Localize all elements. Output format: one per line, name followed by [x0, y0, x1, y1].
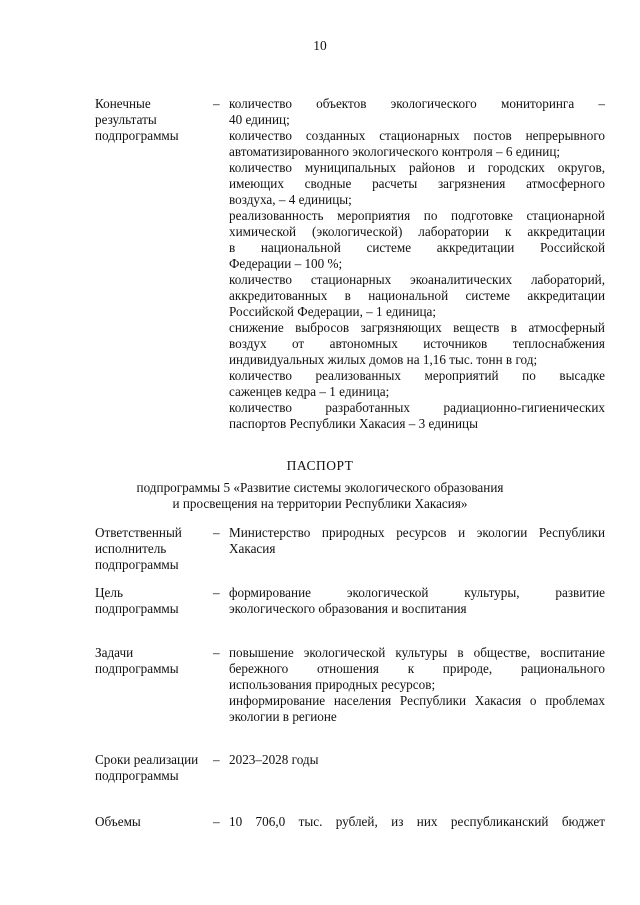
label-line: Задачи [95, 645, 134, 660]
label-line: Ответственный [95, 525, 182, 540]
value-line: Российской Федерации, – 1 единица; [229, 304, 437, 319]
field-label [95, 96, 215, 144]
dash-separator: – [213, 525, 220, 540]
label-line: подпрограммы [95, 601, 179, 616]
field-value [229, 814, 605, 830]
field-value [229, 96, 605, 432]
value-line: 2023–2028 годы [229, 752, 319, 767]
dash-separator: – [213, 752, 220, 767]
page-number: 10 [313, 38, 327, 53]
field-label [95, 525, 215, 573]
dash-separator: – [213, 814, 220, 829]
field-label [95, 752, 220, 784]
label-line: Объемы [95, 814, 141, 829]
value-line: формирование экологической культуры, развитие [229, 585, 605, 600]
value-line: индивидуальных жилых домов на 1,16 тыс. тонн в год; [229, 352, 538, 367]
value-line: количество объектов экологического мониторинга – [229, 96, 605, 111]
value-line: бережного отношения к природе, рационального [229, 661, 605, 676]
label-line: подпрограммы [95, 768, 179, 783]
label-line: Цель [95, 585, 123, 600]
value-line: использования природных ресурсов; [229, 677, 436, 692]
field-value [229, 752, 605, 768]
value-line: количество реализованных мероприятий по высадке [229, 368, 605, 383]
value-line: количество стационарных экоаналитических лабораторий, [229, 272, 605, 287]
label-line: Сроки реализации [95, 752, 199, 767]
value-line: количество муниципальных районов и городских округов, [229, 160, 605, 175]
value-line: аккредитованных в национальной системе аккредитации [229, 288, 605, 303]
label-line: результаты [95, 112, 157, 127]
passport-heading: ПАСПОРТ [286, 458, 354, 473]
value-line: Федерации – 100 %; [229, 256, 343, 271]
field-label [95, 814, 215, 830]
passport-title [0, 458, 640, 512]
field-value [229, 645, 605, 725]
label-line: подпрограммы [95, 128, 179, 143]
label-line: подпрограммы [95, 557, 179, 572]
value-line: реализованность мероприятия по подготовке стационарной [229, 208, 605, 223]
value-line: количество созданных стационарных постов непрерывного [229, 128, 605, 143]
value-line: воздух от автономных источников теплоснабжения [229, 336, 605, 351]
value-line: саженцев кедра – 1 единица; [229, 384, 390, 399]
passport-subtitle-line: подпрограммы 5 «Развитие системы экологического образования [136, 480, 504, 495]
field-label [95, 585, 215, 617]
value-line: экологии в регионе [229, 709, 337, 724]
label-line: исполнитель [95, 541, 167, 556]
value-line: воздуха, – 4 единицы; [229, 192, 352, 207]
value-line: повышение экологической культуры в обществе, воспитание [229, 645, 605, 660]
value-line: 10 706,0 тыс. рублей, из них республиканский бюджет [229, 814, 605, 829]
dash-separator: – [213, 96, 220, 111]
field-value [229, 525, 605, 557]
value-line: информирование населения Республики Хакасия о проблемах [229, 693, 605, 708]
value-line: экологического образования и воспитания [229, 601, 467, 616]
field-value [229, 585, 605, 617]
value-line: 40 единиц; [229, 112, 290, 127]
passport-subtitle-line: и просвещения на территории Республики Хакасия» [172, 496, 468, 511]
value-line: количество разработанных радиационно-гигиенических [229, 400, 605, 415]
dash-separator: – [213, 645, 220, 660]
value-line: паспортов Республики Хакасия – 3 единицы [229, 416, 478, 431]
label-line: Конечные [95, 96, 151, 111]
value-line: в национальной системе аккредитации Российской [229, 240, 605, 255]
value-line: автоматизированного экологического контроля – 6 единиц; [229, 144, 561, 159]
value-line: снижение выбросов загрязняющих веществ в атмосферный [229, 320, 605, 335]
label-line: подпрограммы [95, 661, 179, 676]
value-line: имеющих сводные расчеты загрязнения атмосферного [229, 176, 605, 191]
value-line: Министерство природных ресурсов и экологии Республики [229, 525, 605, 540]
value-line: химической (экологической) лаборатории к аккредитации [229, 224, 605, 239]
field-label [95, 645, 215, 677]
dash-separator: – [213, 585, 220, 600]
value-line: Хакасия [229, 541, 276, 556]
